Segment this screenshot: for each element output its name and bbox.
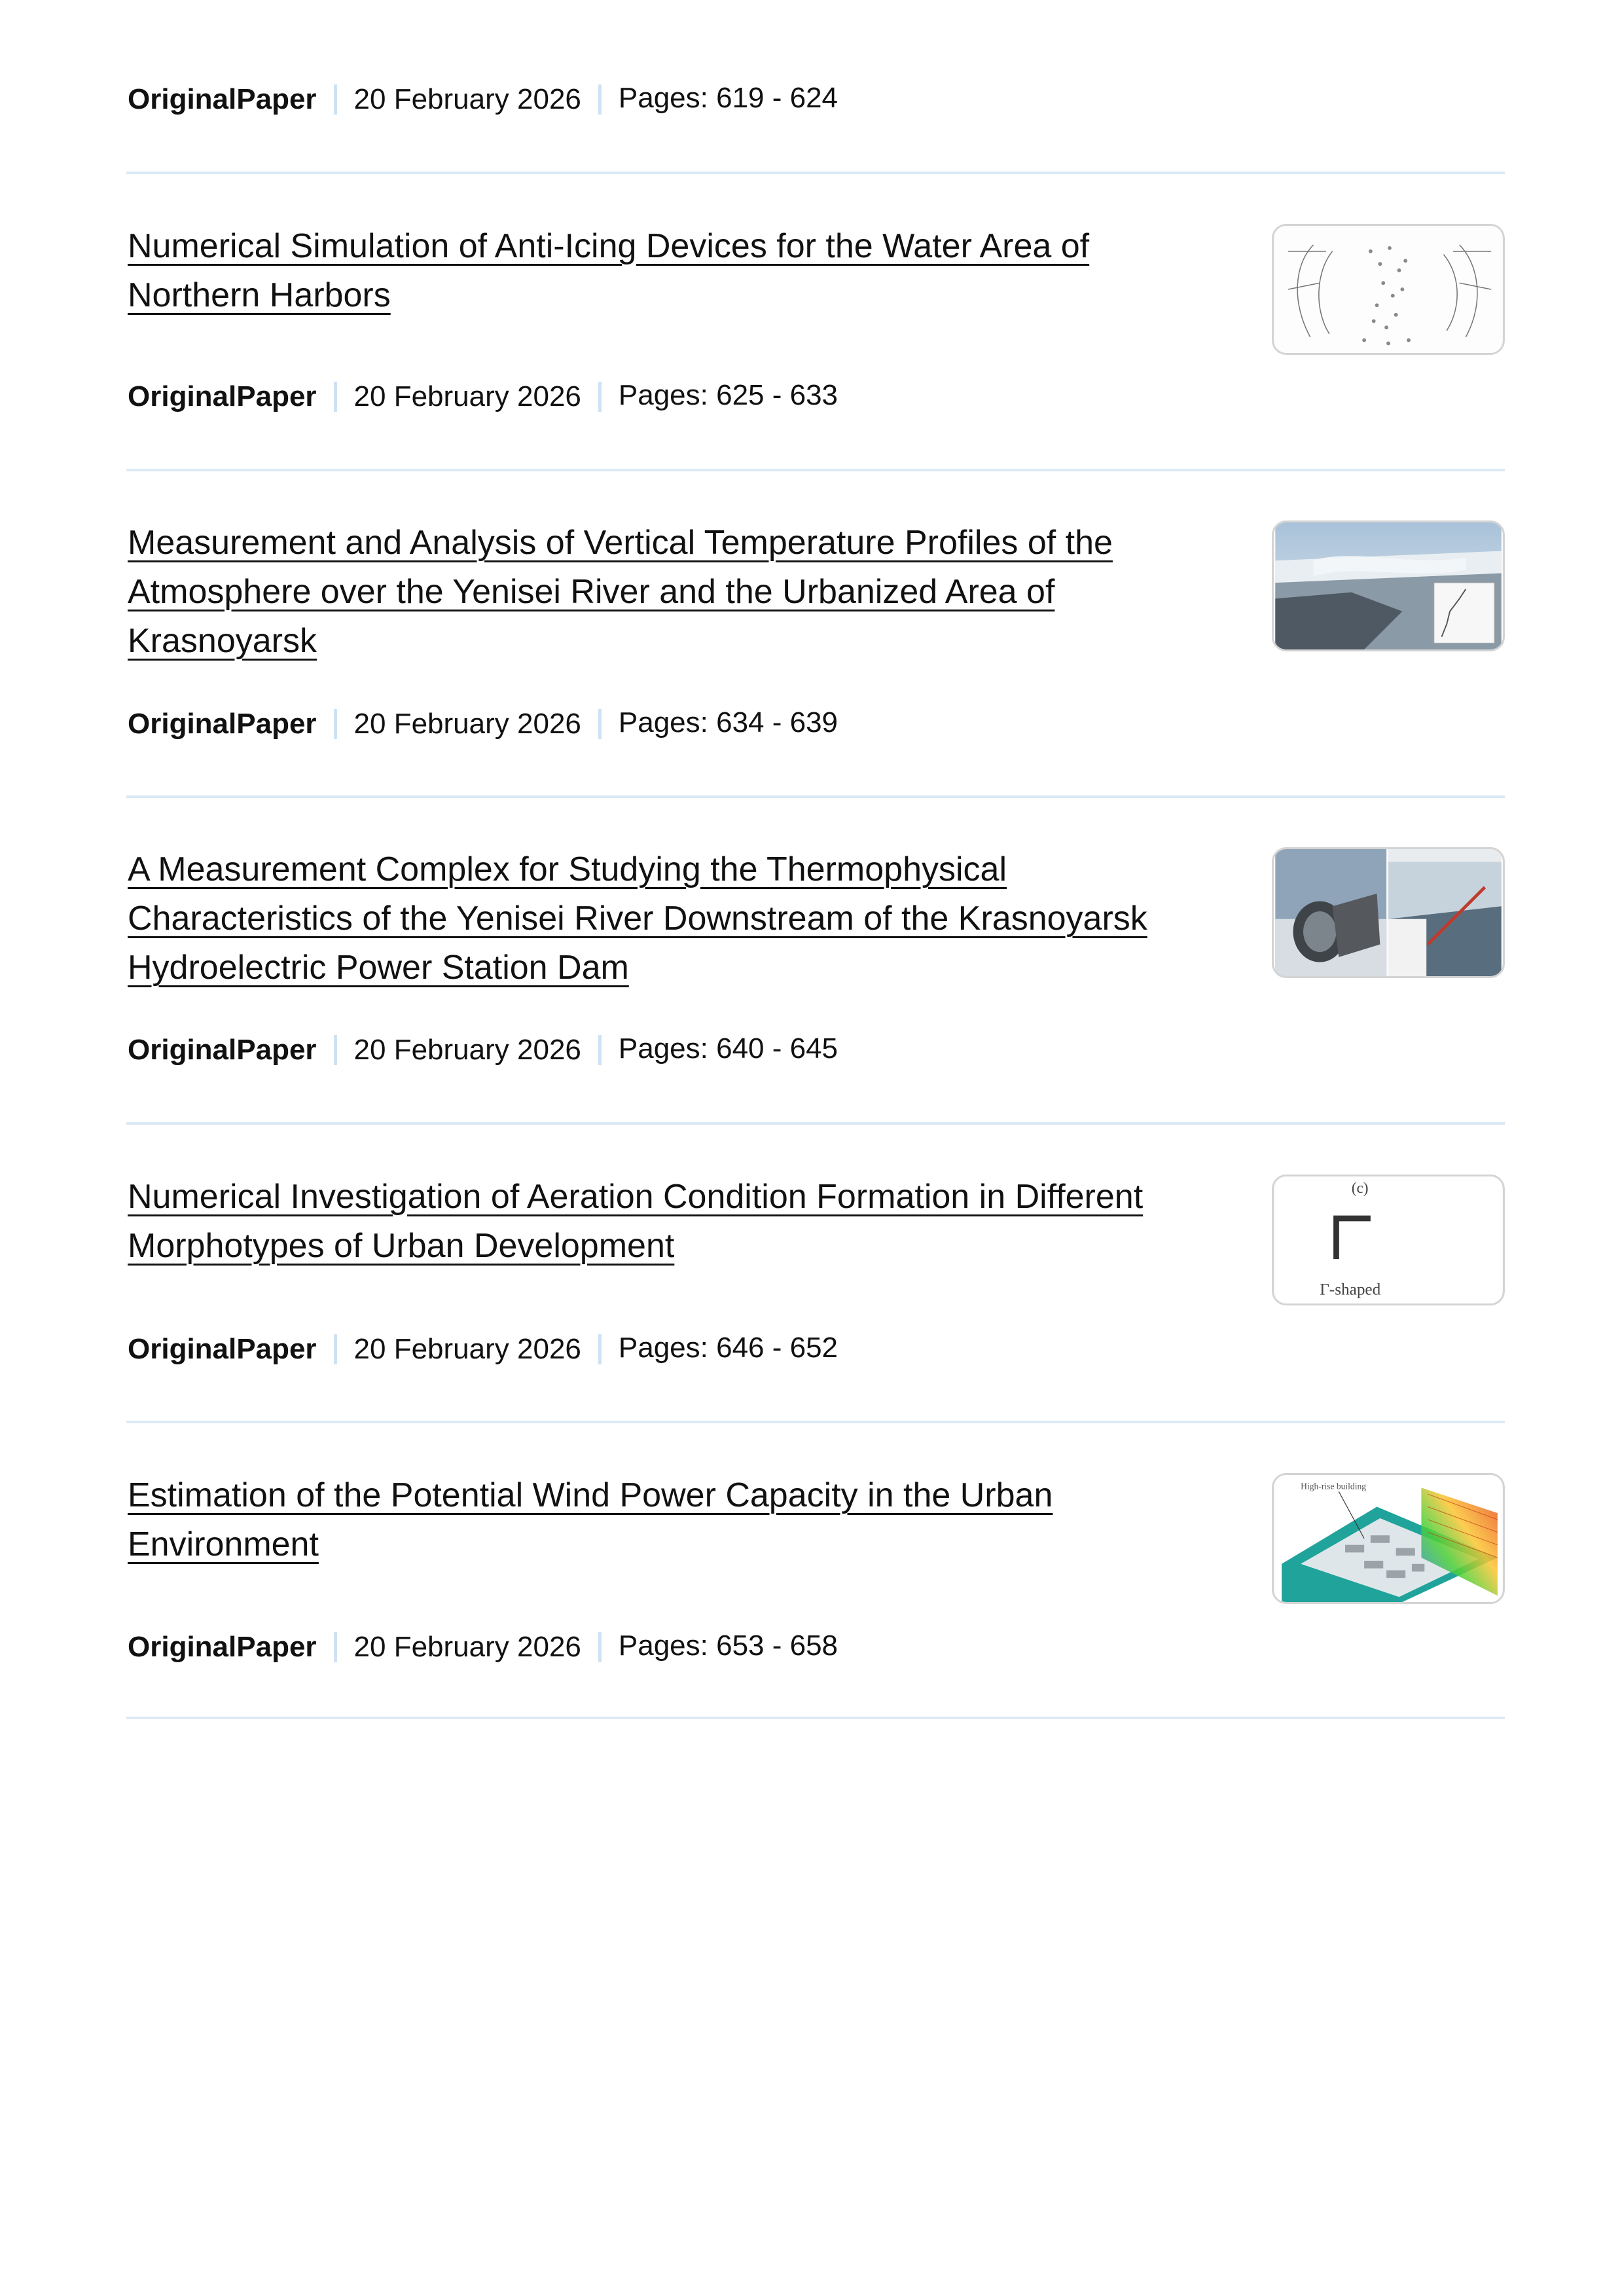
article-divider (126, 172, 1505, 174)
article-thumbnail[interactable] (1272, 847, 1505, 978)
article-title (128, 222, 1221, 320)
aerial-river-photo-icon (1274, 522, 1503, 649)
article-thumbnail[interactable] (1272, 224, 1505, 355)
content-type-label: OriginalPaper (128, 708, 317, 740)
meta-separator (334, 1035, 337, 1065)
page-range: Pages: 653 - 658 (618, 1630, 838, 1662)
building-shape-diagram-icon (1274, 1176, 1503, 1303)
meta-separator (334, 709, 337, 739)
page-range: Pages: 640 - 645 (618, 1032, 838, 1065)
article-title-link[interactable]: Estimation of the Potential Wind Power Capacity in the Urban Environment (128, 1476, 1053, 1563)
meta-separator (334, 84, 337, 115)
article-meta (128, 1330, 838, 1369)
content-type-label: OriginalPaper (128, 380, 317, 412)
publication-date: 20 February 2026 (353, 380, 581, 412)
meta-separator (598, 1334, 602, 1364)
thumbnail-caption-bottom: Γ-shaped (1320, 1281, 1381, 1299)
article-thumbnail[interactable] (1272, 520, 1505, 651)
article-meta (128, 1628, 838, 1667)
article-meta (128, 377, 838, 416)
article-title-link[interactable]: A Measurement Complex for Studying the Thermophysical Characteristics of the Yenisei River Downstream of the Krasnoyarsk Hydroelectric Power Station Dam (128, 850, 1147, 987)
article-meta (128, 1030, 838, 1070)
page-range: Pages: 619 - 624 (618, 82, 838, 114)
article-title (128, 519, 1221, 666)
meta-separator (598, 84, 602, 115)
article-title-link[interactable]: Numerical Simulation of Anti-Icing Devices for the Water Area of Northern Harbors (128, 227, 1090, 314)
wind-field-3d-plot-icon (1274, 1475, 1503, 1602)
article-divider (126, 1421, 1505, 1423)
meta-separator (598, 1035, 602, 1065)
meta-separator (598, 709, 602, 739)
content-type-label: OriginalPaper (128, 1631, 317, 1663)
article-title (128, 1471, 1221, 1569)
publication-date: 20 February 2026 (353, 1631, 581, 1663)
thumbnail-caption-top: (c) (1351, 1180, 1369, 1197)
article-title-link[interactable]: Numerical Investigation of Aeration Condition Formation in Different Morphotypes of Urban Development (128, 1178, 1144, 1265)
publication-date: 20 February 2026 (353, 708, 581, 740)
article-meta (128, 704, 838, 744)
dam-equipment-photo-icon (1274, 849, 1503, 976)
page-range: Pages: 634 - 639 (618, 706, 838, 738)
content-type-label: OriginalPaper (128, 1034, 317, 1066)
article-thumbnail[interactable] (1272, 1473, 1505, 1604)
meta-separator (334, 1334, 337, 1364)
article-divider (126, 469, 1505, 471)
page-range: Pages: 625 - 633 (618, 379, 838, 411)
meta-separator (598, 382, 602, 412)
article-divider (126, 1717, 1505, 1719)
content-type-label: OriginalPaper (128, 1333, 317, 1365)
thumbnail-label: High-rise building (1301, 1481, 1367, 1491)
article-divider (126, 1122, 1505, 1125)
meta-separator (334, 1632, 337, 1662)
article-meta (128, 80, 838, 119)
page-range: Pages: 646 - 652 (618, 1332, 838, 1364)
meta-separator (598, 1632, 602, 1662)
content-type-label: OriginalPaper (128, 83, 317, 115)
article-title (128, 1173, 1221, 1271)
article-divider (126, 795, 1505, 798)
meta-separator (334, 382, 337, 412)
publication-date: 20 February 2026 (353, 83, 581, 115)
publication-date: 20 February 2026 (353, 1034, 581, 1066)
article-title (128, 845, 1221, 993)
flow-diagram-icon (1274, 226, 1503, 353)
article-title-link[interactable]: Measurement and Analysis of Vertical Temperature Profiles of the Atmosphere over the Yenisei River and the Urbanized Area of Krasnoyarsk (128, 524, 1113, 660)
publication-date: 20 February 2026 (353, 1333, 581, 1365)
article-thumbnail[interactable] (1272, 1175, 1505, 1305)
